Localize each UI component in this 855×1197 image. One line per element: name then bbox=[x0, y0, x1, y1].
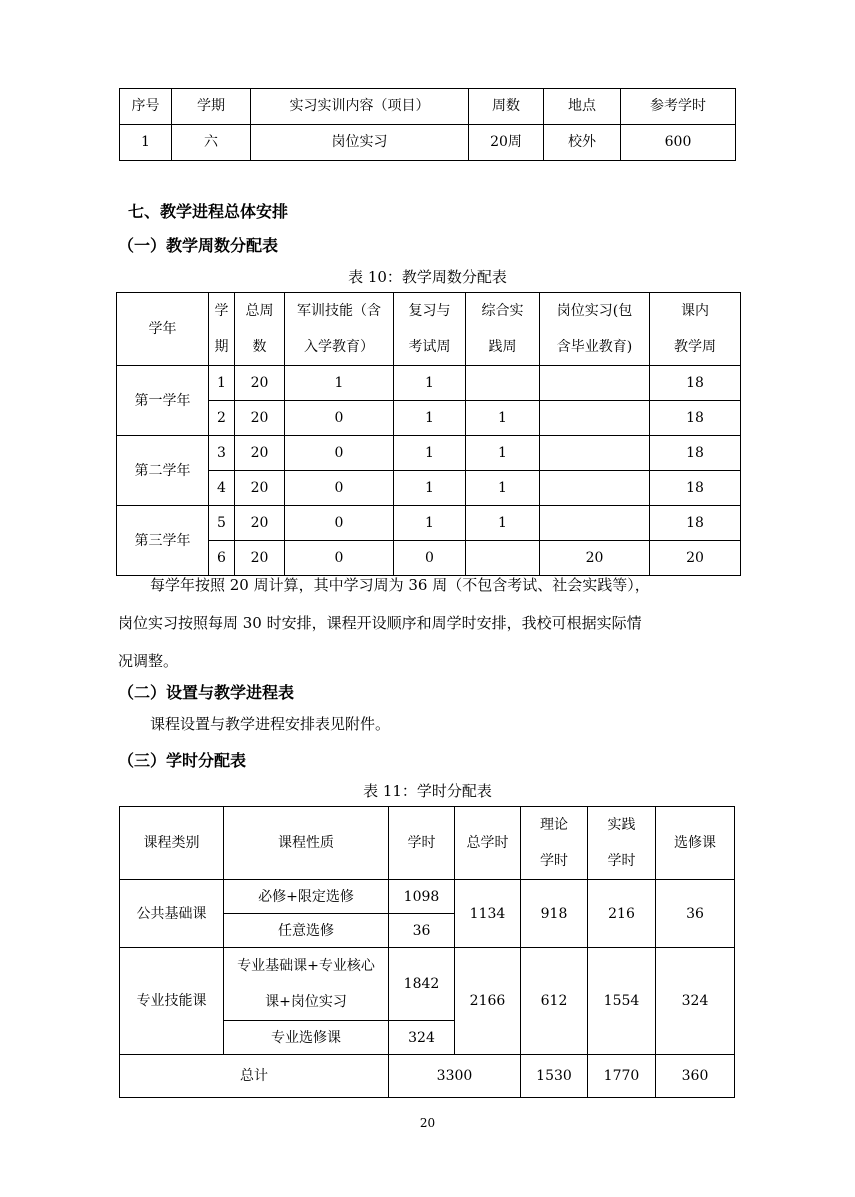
paragraph-line: 岗位实习按照每周 30 时安排，课程开设顺序和周学时安排，我校可根据实际情 bbox=[118, 614, 642, 632]
table-cell: 5 bbox=[209, 506, 235, 541]
table-cell: 18 bbox=[650, 366, 741, 401]
table-cell: 20 bbox=[235, 506, 285, 541]
header-cell: 序号 bbox=[120, 89, 172, 125]
table-cell: 0 bbox=[285, 401, 394, 436]
table-header-row bbox=[120, 89, 736, 125]
table-header-row bbox=[120, 807, 735, 880]
subsection-heading: （三）学时分配表 bbox=[118, 751, 247, 770]
table-cell: 20 bbox=[235, 401, 285, 436]
table-cell: 18 bbox=[650, 401, 741, 436]
table-cell bbox=[540, 401, 650, 436]
header-intern: 岗位实习(包 含毕业教育) bbox=[540, 293, 650, 366]
page-number: 20 bbox=[419, 1116, 436, 1130]
table-cell: 6 bbox=[209, 541, 235, 576]
header-teaching-weeks: 课内 教学周 bbox=[650, 293, 741, 366]
table-cell: 1 bbox=[466, 506, 540, 541]
header-term: 学 期 bbox=[209, 293, 235, 366]
table-cell: 20 bbox=[540, 541, 650, 576]
table-row bbox=[117, 506, 741, 541]
table-row bbox=[120, 125, 736, 161]
table-cell: 20 bbox=[235, 541, 285, 576]
table-cell: 1770 bbox=[588, 1055, 656, 1098]
table-caption: 表 10：教学周数分配表 bbox=[348, 268, 507, 286]
paragraph-line: 况调整。 bbox=[118, 652, 179, 670]
table-cell bbox=[540, 366, 650, 401]
header-cell: 地点 bbox=[544, 89, 621, 125]
table-cell: 3 bbox=[209, 436, 235, 471]
table-row bbox=[120, 948, 735, 1021]
paragraph-line: 课程设置与教学进程安排表见附件。 bbox=[150, 715, 391, 733]
table-cell bbox=[540, 471, 650, 506]
table-cell: 专业选修课 bbox=[224, 1021, 389, 1055]
table-cell: 4 bbox=[209, 471, 235, 506]
table-cell bbox=[540, 506, 650, 541]
header-total-hours: 总学时 bbox=[455, 807, 521, 880]
table-cell: 1134 bbox=[455, 880, 521, 948]
table-cell: 2166 bbox=[455, 948, 521, 1055]
header-practice: 综合实 践周 bbox=[466, 293, 540, 366]
table-cell: 1098 bbox=[389, 880, 455, 914]
header-theory: 理论 学时 bbox=[521, 807, 588, 880]
table-cell bbox=[466, 366, 540, 401]
table-cell: 36 bbox=[389, 914, 455, 948]
table-row bbox=[120, 1055, 735, 1098]
table-cell: 1 bbox=[394, 401, 466, 436]
header-nature: 课程性质 bbox=[224, 807, 389, 880]
table-cell: 1 bbox=[285, 366, 394, 401]
subsection-heading: （二）设置与教学进程表 bbox=[118, 683, 295, 702]
table-row bbox=[117, 471, 741, 506]
table-cell: 0 bbox=[285, 541, 394, 576]
table-cell: 1 bbox=[120, 125, 172, 161]
table-cell: 1 bbox=[394, 366, 466, 401]
table-row bbox=[120, 880, 735, 914]
table-cell: 0 bbox=[285, 471, 394, 506]
category-cell: 专业技能课 bbox=[120, 948, 224, 1055]
internship-table bbox=[119, 88, 736, 161]
header-review: 复习与 考试周 bbox=[394, 293, 466, 366]
table-cell: 3300 bbox=[389, 1055, 521, 1098]
table-cell: 18 bbox=[650, 506, 741, 541]
table-cell: 1 bbox=[466, 471, 540, 506]
table-cell: 岗位实习 bbox=[251, 125, 469, 161]
table-row bbox=[117, 401, 741, 436]
year-cell: 第三学年 bbox=[117, 506, 209, 576]
table-cell: 20周 bbox=[469, 125, 544, 161]
table-cell: 324 bbox=[389, 1021, 455, 1055]
year-cell: 第二学年 bbox=[117, 436, 209, 506]
header-elective: 选修课 bbox=[656, 807, 735, 880]
table-cell: 1 bbox=[466, 436, 540, 471]
table-cell: 18 bbox=[650, 471, 741, 506]
category-cell: 公共基础课 bbox=[120, 880, 224, 948]
weeks-table bbox=[116, 292, 741, 576]
header-cell: 参考学时 bbox=[621, 89, 736, 125]
table-cell: 360 bbox=[656, 1055, 735, 1098]
table-cell: 六 bbox=[172, 125, 251, 161]
table-cell: 0 bbox=[394, 541, 466, 576]
table-cell: 1 bbox=[394, 506, 466, 541]
header-category: 课程类别 bbox=[120, 807, 224, 880]
table-cell: 0 bbox=[285, 436, 394, 471]
header-cell: 周数 bbox=[469, 89, 544, 125]
paragraph-line: 每学年按照 20 周计算，其中学习周为 36 周（不包含考试、社会实践等）， bbox=[150, 576, 650, 594]
table-cell bbox=[540, 436, 650, 471]
header-practice: 实践 学时 bbox=[588, 807, 656, 880]
header-cell: 实习实训内容（项目） bbox=[251, 89, 469, 125]
table-cell: 20 bbox=[235, 436, 285, 471]
table-cell: 18 bbox=[650, 436, 741, 471]
subsection-heading: （一）教学周数分配表 bbox=[118, 236, 279, 255]
table-cell: 20 bbox=[235, 471, 285, 506]
table-caption: 表 11：学时分配表 bbox=[363, 782, 492, 800]
year-cell: 第一学年 bbox=[117, 366, 209, 436]
hours-table bbox=[119, 806, 735, 1098]
header-total-weeks: 总周 数 bbox=[235, 293, 285, 366]
table-header-row bbox=[117, 293, 741, 366]
table-cell: 20 bbox=[650, 541, 741, 576]
table-row bbox=[117, 366, 741, 401]
table-cell: 必修+限定选修 bbox=[224, 880, 389, 914]
table-cell: 1554 bbox=[588, 948, 656, 1055]
table-cell: 600 bbox=[621, 125, 736, 161]
table-cell: 0 bbox=[285, 506, 394, 541]
table-cell: 918 bbox=[521, 880, 588, 948]
table-cell: 612 bbox=[521, 948, 588, 1055]
table-row bbox=[117, 436, 741, 471]
header-cell: 学期 bbox=[172, 89, 251, 125]
table-cell: 专业基础课+专业核心 课+岗位实习 bbox=[224, 948, 389, 1021]
table-cell: 2 bbox=[209, 401, 235, 436]
table-cell: 1530 bbox=[521, 1055, 588, 1098]
table-cell: 1 bbox=[394, 471, 466, 506]
total-label-cell: 总计 bbox=[120, 1055, 389, 1098]
header-military: 军训技能（含 入学教育） bbox=[285, 293, 394, 366]
section-heading: 七、教学进程总体安排 bbox=[128, 202, 289, 221]
table-cell: 校外 bbox=[544, 125, 621, 161]
table-cell: 324 bbox=[656, 948, 735, 1055]
table-cell: 20 bbox=[235, 366, 285, 401]
header-year: 学年 bbox=[117, 293, 209, 366]
table-cell: 任意选修 bbox=[224, 914, 389, 948]
table-cell: 1 bbox=[394, 436, 466, 471]
table-cell: 1842 bbox=[389, 948, 455, 1021]
table-cell: 1 bbox=[209, 366, 235, 401]
table-cell: 216 bbox=[588, 880, 656, 948]
table-cell: 36 bbox=[656, 880, 735, 948]
header-hours: 学时 bbox=[389, 807, 455, 880]
table-cell: 1 bbox=[466, 401, 540, 436]
